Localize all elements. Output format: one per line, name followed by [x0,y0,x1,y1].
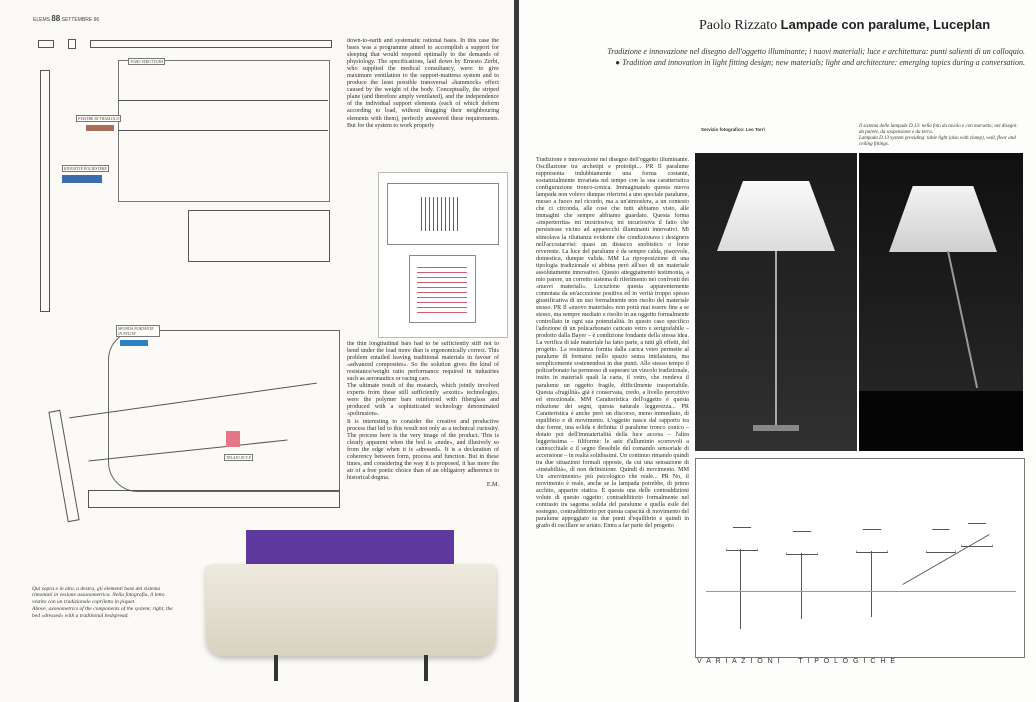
article-subtitle [535,46,1025,68]
text-paragraph: The ultimate result of the research, which jointly involved experts from these still sufficiently «exotic» technologies, were the polymer bars reinforced with fiberglass and produced with a sophisticated technology denominated «poltrusion». [347,383,499,418]
bed-photo [196,530,506,690]
page-folio [33,14,99,23]
subtitle-english-text: Tradition and innovation in light fitting design; new materials; light and architecture: emerging topics during a conversation. [622,58,1025,67]
label-swatch-4 [226,431,240,447]
bed-axonometric-drawings [378,172,508,338]
article-heading [699,17,1029,34]
label-swatch-1 [86,125,114,131]
text-paragraph: It is interesting to consider the creative and productive process that led to this result not only as a technical curiosity. The process here is the very image of the product. This is clearly apparent when the bed is «nude», and illusively so from the edge when it is «dressed». It is a declaration of coherency between form, process and function. But in these times, and considering the way it is proposed, it has more the air of a free poetic choice than of an obligatory adherence to historical dogma. [347,418,499,481]
sketch-label-sponda: SPONDA PORTANTE IN NYLON [116,325,160,337]
lamp-photo-clamp [695,153,857,451]
lamp-variants-drawing [695,458,1025,658]
left-caption [32,586,180,619]
article-text-top [347,38,499,166]
left-page [0,0,514,702]
photo-caption-english: Lampada D.13 system providing: table light (also with clamp), wall, floor and ceiling fittings. [859,136,1016,147]
photo-credit: Servizio fotografico: Leo Torri [701,127,765,132]
folio-date: SETTEMBRE 96 [61,17,100,23]
interview-text [536,157,689,669]
folio-number: 88 [51,14,61,23]
sketch-label-telaio: TELAIO IN T.F. [226,455,252,460]
caption-english: Above, axonometrics of the components of the system; right, the bed «dressed» with a traditional bedspread. [32,606,173,619]
sketch-label-rivestite: RIVESTITE POLIESTERE [64,166,107,171]
article-author: Paolo Rizzato [699,18,778,33]
photo-caption-italian: Il sistema delle lampade D.13: nella foto da tavolo e con morsetto; nei disegni: da parete, da sospensione e da terra. [859,124,1018,135]
technical-sketches [28,30,343,590]
article-title: Lampade con paralume, Luceplan [780,17,991,32]
subtitle-italian: Tradizione e innovazione nel disegno dell'oggetto illuminante; i nuovi materiali; luce e architettura: punti salienti di un colloquio. [607,47,1025,56]
variations-label: V A R I A Z I O N I T I P O L O G I C H E [697,658,897,665]
folio-section: ELEMS [33,17,50,23]
sketch-label-piastre: PIASTRE DI TRASLOCO [78,116,120,121]
right-page [519,0,1036,702]
interview-paragraph: Tradizione e innovazione nel disegno dell'oggetto illuminante. Oscillazione tra archetipi e prototipi... PR Il paralume rappresenta indubbiamente una forma costante, sostanzialmente invariata nel tempo con la sua caratteristica configurazione tronco-conica. Immaginando questa nuova lampada non volevo dunque riferirmi a uno speciale paralume, messo a fuoco nel ricordo, ma a un'atmosfera, a un contesto che ci circonda, alle cose che tutti abbiamo visto, alle immagini che sempre abbiamo guardato. Questa forma «imperterrita» mi incuriosiva; mi incuriosiva il fatto che persistesse vicino ad apparecchi illuminanti innovativi. Mi stimolava la riluttanza evidente che condizionava i designers nell'accostarvisi: quasi un distacco snobistico o forse reverente. La luce del paralume è da sempre calda, piacevole, domestica, dunque valida. MM La riproposizione di una tipologia tradizionale si abbina però all'uso di un materiale assolutamente innovativo. Questo atteggiamento testimonia, a mio parere, un corretto sistema di riferimento nei confronti dei «nuovi materiali». Locuzione questa apparentemente connotata da un'accezione positiva ed in verità troppo spesso giustificativa di un uso formalmente non risolto del materiale stesso. PR Il «nuovo materiale» non potrà mai essere fine a se stesso, ma sempre mediato e risolto in un oggetto formalmente controllato in ogni sua potenzialità. In questo caso specifico l'adozione di un policarbonato caricato vetro e serigrafabile – prodotto dalla Bayer – è condizione fondante della stessa idea. La verifica di tale materiale ha fatto parte, a tutti gli effetti, del progetto. La resistenza fornita dalla carica vetro permette al paralume di formarsi nello spazio senza intelaiatura, ma semplicemente sostenendosi in due punti. Allo stesso tempo il policarbonato ha permesso di superare un vincolo tradizionale, insito in materiali quali la carta, il vetro, che rendeva il paralume un oggetto fragile, difficilmente trasportabile. Questa «fragilità» già è conservata, credo, a livello percettivo ed emozionale. MM Caratteristica dell'oggetto è questa riduzione dei segni, questa naturale leggerezza... PR Caratteristica è anche però un discorso, meno immediato, di equilibrio e di movimento. L'oggetto nasce dal rapporto tra due forme, una solida e definita: il paralume tronco conico – dotato poi dell'immaterialità della luce accesa – l'altra leggerissima – filiforme: le aste d'alluminio scorrevoli a cannocchiale e il segno flessibile del comando sensoriale di accensione – in realtà solidissimi. Un continuo rimando quindi tra due situazioni formali opposte, da cui una sensazione di «instabilità», di non definizione. Quindi di movimento. MM Un «movimento» più psicologico che reale... PR No, il movimento è reale, anche se la lampada potrebbe, di primo acchito, apparire statica. È questa una delle contraddizioni volute di questo oggetto: contraddittorio formalmente nel contrasto tra sagoma solida del paralume e quella esile del sostegno, contraddittorio per questa capacità di movimento del paralume appoggiato su due punti d'equilibrio e quindi in grado di oscillare se urtato. Entra a far parte del progetto [536,157,689,530]
article-text-bottom [347,341,499,531]
author-initials: E.M. [486,481,499,488]
lamp-photo-table [859,153,1023,451]
text-paragraph: the thin longitudinal bars had to be sufficiently stiff not to bend under the load more than is ergonomically correct. This problem entailed leaving traditional materials in favour of «advanced composites». So the solution gives the kind of resistance/weight ratio performance required in industries such as aeronautics or racing cars. [347,341,499,383]
photo-caption [859,124,1019,148]
label-swatch-3 [120,340,148,346]
text-paragraph: down-to-earth and systematic rational basis. In this case the basis was a programme aimed to accomplish a support for sleeping that would respond optimally to the demands of physiology. The specifications, laid down by Ernesto Zerbi, who supplied the medical consultancy, were: to give maximum ventilation to the support-mattress system and to produce the least possible transversal «hammock» effect caused by the weight of the body. Conceptually, the striped plane (and therefore amply ventilated), and the independence of the individual support elements (each of which deform according to load, without dragging their neighbouring elements with them), perfectly answered these requirements. But for the system to work properly [347,38,499,129]
subtitle-english: ● Tradition and innovation in light fitting design; new materials; light and architecture: emerging topics during a conversation. [615,58,1025,67]
sketch-label-tubo: TUBO STRUTTURA [130,59,164,64]
caption-italian: Qui sopra e in alto, a destra, gli elementi base del sistema rimontati in vesione assonometrica. Nella fotografia, il letto vestito con un tradizionale copriletto in piquet. [32,586,165,605]
label-swatch-2 [62,175,102,183]
